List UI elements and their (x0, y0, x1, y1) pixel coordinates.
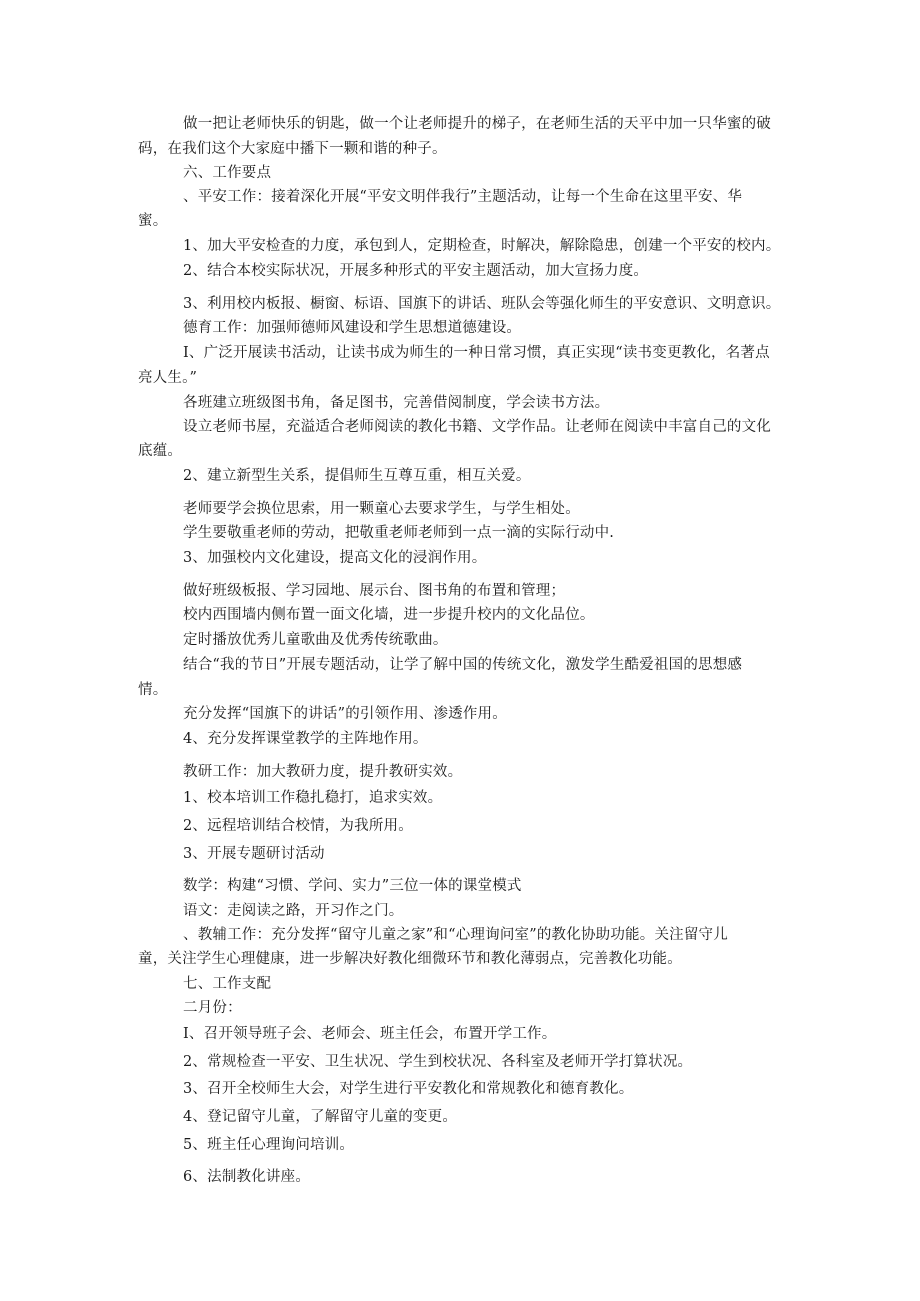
list-item: 2、结合本校实际状况，开展多种形式的平安主题活动，加大宣扬力度。 (183, 263, 649, 279)
paragraph-line: 码，在我们这个大家庭中播下一颗和谐的种子。 (138, 141, 447, 157)
paragraph-line: 结合“我的节日”开展专题活动，让学了解中国的传统文化，激发学生酷爱祖国的思想感 (183, 657, 743, 673)
paragraph-line: 充分发挥“国旗下的讲话”的引领作用、渗透作用。 (183, 706, 507, 722)
paragraph-line: 定时播放优秀儿童歌曲及优秀传统歌曲。 (183, 632, 448, 648)
paragraph-line: 设立老师书屋，充溢适合老师阅读的教化书籍、文学作品。让老师在阅读中丰富自己的文化 (183, 419, 771, 435)
paragraph-line: 学生要敬重老师的劳动，把敬重老师老师到一点一滴的实际行动中. (183, 525, 615, 541)
paragraph-line: 德育工作：加强师德师风建设和学生思想道德建设。 (183, 320, 522, 336)
list-item: 4、登记留守儿童，了解留守儿童的变更。 (183, 1109, 458, 1125)
paragraph-line: 做好班级板报、学习园地、展示台、图书角的布置和管理； (183, 583, 566, 599)
paragraph-line: 底蕴。 (138, 443, 183, 459)
section-heading: 六、工作要点 (183, 165, 272, 181)
list-item: 1、加大平安检查的力度，承包到人，定期检查，时解决，解除隐患，创建一个平安的校内。 (183, 238, 781, 254)
paragraph-line: 语文：走阅读之路，开习作之门。 (183, 903, 404, 919)
list-item: I、广泛开展读书活动，让读书成为师生的一种日常习惯，真正实现“读书变更教化，名著点 (183, 345, 770, 361)
paragraph-line: 各班建立班级图书角，备足图书，完善借阅制度，学会读书方法。 (183, 395, 610, 411)
list-item: 1、校本培训工作稳扎稳打，追求实效。 (183, 790, 443, 806)
paragraph-line: 老师要学会换位思索，用一颗童心去要求学生，与学生相处。 (183, 501, 580, 517)
list-item: 5、班主任心理询问培训。 (183, 1137, 355, 1153)
paragraph-line: 童，关注学生心理健康，进一步解决好教化细微环节和教化薄弱点，完善教化功能。 (138, 951, 682, 967)
list-item: 2、远程培训结合校情，为我所用。 (183, 818, 413, 834)
paragraph-line: 、教辅工作：充分发挥“留守儿童之家”和“心理询问室”的教化协助功能。关注留守儿 (183, 927, 728, 943)
paragraph-line: 校内西围墙内侧布置一面文化墙，进一步提升校内的文化品位。 (183, 607, 595, 623)
paragraph-line: 二月份： (183, 1000, 242, 1016)
list-item: 4、充分发挥课堂教学的主阵地作用。 (183, 731, 428, 747)
list-item: 2、常规检查一平安、卫生状况、学生到校状况、各科室及老师开学打算状况。 (183, 1054, 693, 1070)
paragraph-line: 做一把让老师快乐的钥匙，做一个让老师提升的梯子，在老师生活的天平中加一只华蜜的破 (183, 116, 771, 132)
paragraph-line: 情。 (138, 682, 168, 698)
paragraph-line: 、平安工作：接着深化开展“平安文明伴我行”主题活动，让每一个生命在这里平安、华 (183, 189, 743, 205)
paragraph-line: 教研工作：加大教研力度，提升教研实效。 (183, 764, 463, 780)
list-item: 3、召开全校师生大会，对学生进行平安教化和常规教化和德育教化。 (183, 1081, 634, 1097)
list-item: 2、建立新型生关系，提倡师生互尊互重，相互关爱。 (183, 468, 531, 484)
list-item: 3、开展专题研讨活动 (183, 846, 325, 862)
list-item: 3、利用校内板报、橱窗、标语、国旗下的讲话、班队会等强化师生的平安意识、文明意识。 (183, 296, 781, 312)
paragraph-line: 数学：构建“习惯、学问、实力”三位一体的课堂模式 (183, 878, 522, 894)
list-item: 6、法制教化讲座。 (183, 1169, 311, 1185)
section-heading: 七、工作支配 (183, 976, 272, 992)
list-item: I、召开领导班子会、老师会、班主任会，布置开学工作。 (183, 1026, 557, 1042)
paragraph-line: 蜜。 (138, 213, 168, 229)
paragraph-line: 亮人生。” (138, 370, 198, 386)
list-item: 3、加强校内文化建设，提高文化的浸润作用。 (183, 550, 487, 566)
